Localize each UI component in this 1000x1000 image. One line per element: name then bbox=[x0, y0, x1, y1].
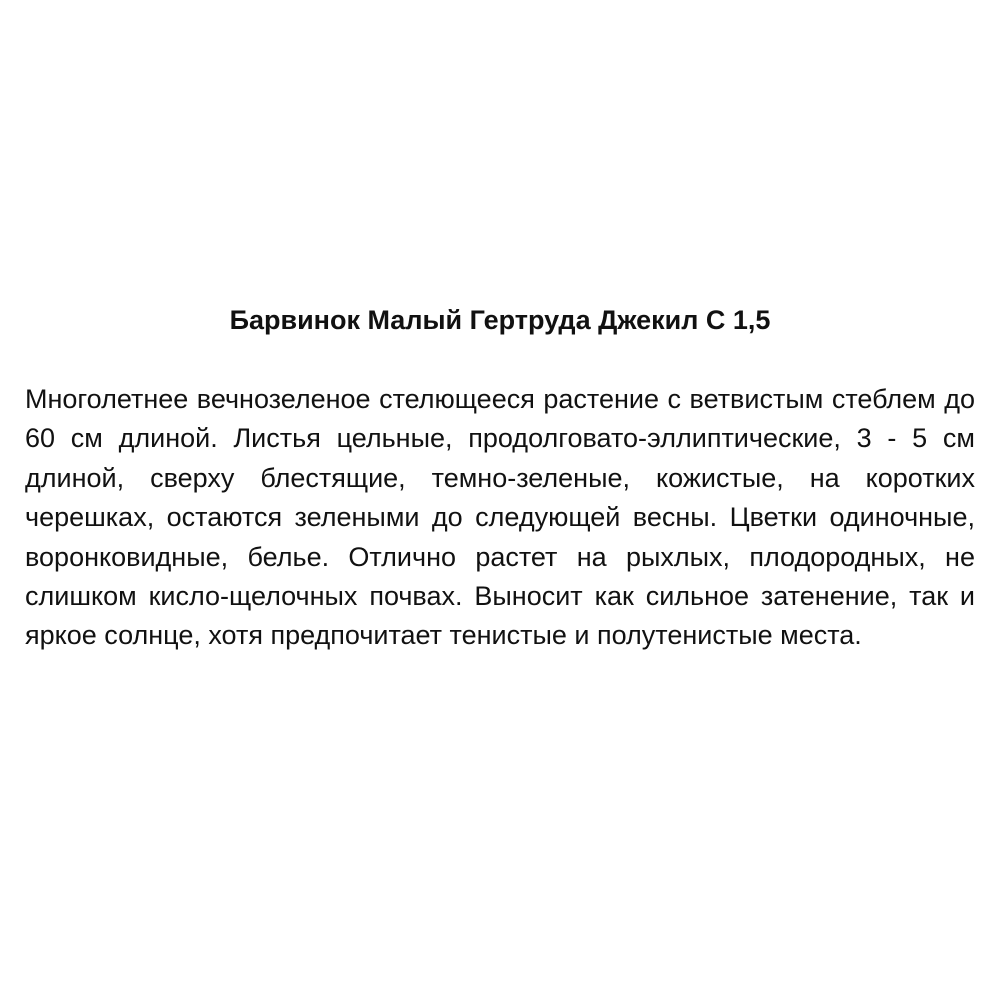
document-description: Многолетнее вечнозеленое стелющееся растение с ветвистым стеблем до 60 см длиной. Листья цельные, продолговато-эллиптические, 3 - 5 см длиной, сверху блестящие, темно-зеленые, кожистые, на коротких черешках, остаются зелеными до следующей весны. Цветки одиночные, воронковидные, белье. Отлично растет на рыхлых, плодородных, не слишком кисло-щелочных почвах. Выносит как сильное затенение, так и яркое солнце, хотя предпочитает тенистые и полутенистые места. bbox=[25, 384, 975, 651]
document-title: Барвинок Малый Гертруда Джекил С 1,5 bbox=[229, 305, 771, 335]
